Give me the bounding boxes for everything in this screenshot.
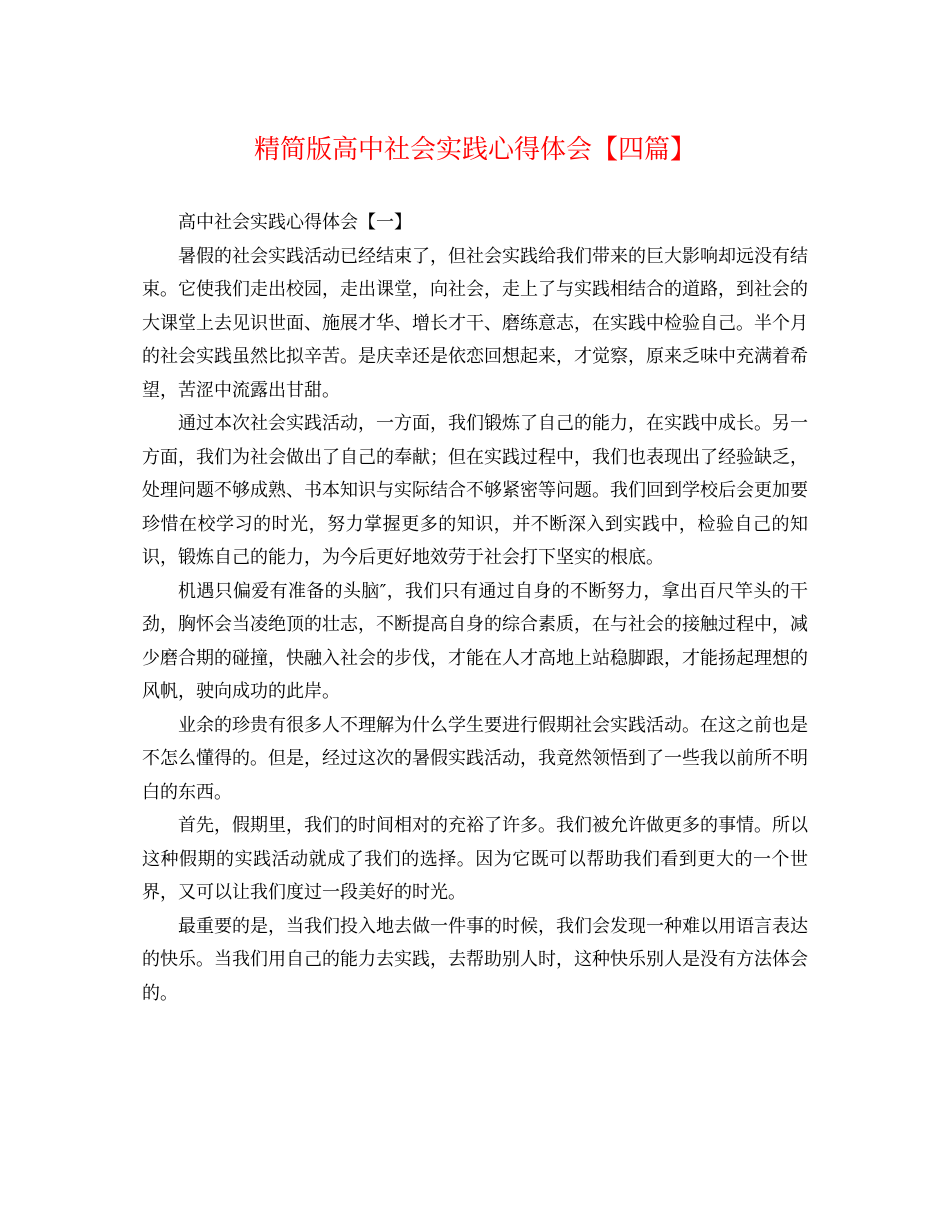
paragraph: 最重要的是，当我们投入地去做一件事的时候，我们会发现一种难以用语言表达的快乐。当我们用自己的能力去实践，去帮助别人时，这种快乐别人是没有方法体会的。 xyxy=(142,915,808,1004)
paragraph: 机遇只偏爱有准备的头脑″，我们只有通过自身的不断努力，拿出百尺竿头的干劲，胸怀会当凌绝顶的壮志，不断提高自身的综合素质，在与社会的接触过程中，减少磨合期的碰撞，快融入社会的步伐，才能在人才高地上站稳脚跟，才能扬起理想的风帆，驶向成功的此岸。 xyxy=(142,580,808,702)
paragraph: 暑假的社会实践活动已经结束了，但社会实践给我们带来的巨大影响却远没有结束。它使我们走出校园，走出课堂，向社会，走上了与实践相结合的道路，到社会的大课堂上去见识世面、施展才华、增长才干、磨练意志，在实践中检验自己。半个月的社会实践虽然比拟辛苦。是庆幸还是依恋回想起来，才觉察，原来乏味中充满着希望，苦涩中流露出甘甜。 xyxy=(142,245,808,401)
section-heading: 高中社会实践心得体会【一】 xyxy=(178,212,412,233)
paragraph: 首先，假期里，我们的时间相对的充裕了许多。我们被允许做更多的事情。所以这种假期的实践活动就成了我们的选择。因为它既可以帮助我们看到更大的一个世界，又可以让我们度过一段美好的时光。 xyxy=(142,815,808,903)
document-body xyxy=(142,206,808,1010)
document-title: 精简版高中社会实践心得体会【四篇】 xyxy=(253,135,696,165)
paragraph: 通过本次社会实践活动，一方面，我们锻炼了自己的能力，在实践中成长。另一方面，我们为社会做出了自己的奉献；但在实践过程中，我们也表现出了经验缺乏，处理问题不够成熟、书本知识与实际结合不够紧密等问题。我们回到学校后会更加要珍惜在校学习的时光，努力掌握更多的知识，并不断深入到实践中，检验自己的知识，锻炼自己的能力，为今后更好地效劳于社会打下坚实的根底。 xyxy=(142,413,808,568)
paragraph: 业余的珍贵有很多人不理解为什么学生要进行假期社会实践活动。在这之前也是不怎么懂得的。但是，经过这次的暑假实践活动，我竟然领悟到了一些我以前所不明白的东西。 xyxy=(142,714,808,803)
